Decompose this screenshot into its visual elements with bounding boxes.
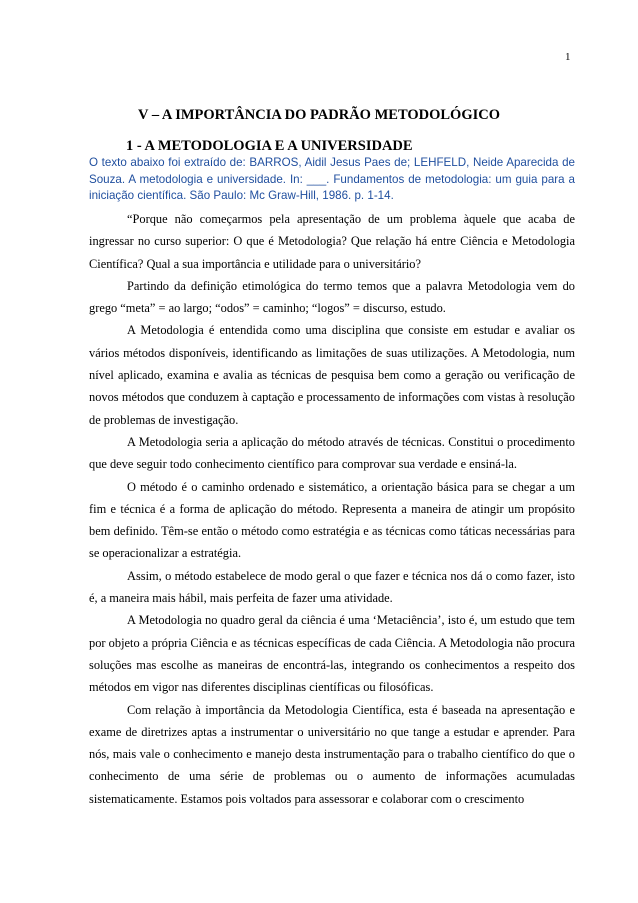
paragraph-method-application: A Metodologia seria a aplicação do método através de técnicas. Constitui o procedimento que deve seguir todo conhecimento científico para comprovar sua verdade e ensiná-la. [89,434,575,472]
paragraph-methodology-definition: A Metodologia é entendida como uma disciplina que consiste em estudar e avaliar os vários métodos disponíveis, identificando as limitações de suas utilizações. A Metodologia, num nível aplicado, examina e avalia as técnicas de pesquisa bem como a geração ou verificação de novos métodos que conduzem à captação e processamento de informações com vistas à resolução de problemas de investigação. [89,323,575,427]
source-citation: O texto abaixo foi extraído de: BARROS, Aidil Jesus Paes de; LEHFELD, Neide Aparecida de Souza. A metodologia e universidade. In: ___. Fundamentos de metodologia: um guia para a iniciação científica. São Paulo: Mc Graw-Hill, 1986. p. 1-14. [89,156,575,202]
page-number: 1 [565,51,571,63]
chapter-title: V – A IMPORTÂNCIA DO PADRÃO METODOLÓGICO [137,107,501,123]
section-title: 1 - A METODOLOGIA E A UNIVERSIDADE [126,138,413,154]
body-text [89,208,575,810]
paragraph-importance: Com relação à importância da Metodologia Científica, esta é baseada na apresentação e exame de diretrizes aptas a instrumentar o universitário no que tange a estudar e aprender. Para nós, mais vale o conhecimento e manejo desta instrumentação para o trabalho científico do que o conhecimento de uma série de problemas ou o aumento de informações acumuladas sistematicamente. Estamos pois voltados para assessorar e colaborar com o crescimento [89,702,575,806]
paragraph-etymology: Partindo da definição etimológica do termo temos que a palavra Metodologia vem do grego “meta” = ao largo; “odos” = caminho; “logos” = discurso, estudo. [89,278,575,316]
paragraph-metascience: A Metodologia no quadro geral da ciência é uma ‘Metaciência’, isto é, um estudo que tem por objeto a própria Ciência e as técnicas específicas de cada Ciência. A Metodologia não procura soluções mas escolhe as maneiras de encontrá-las, integrando os conhecimentos a respeito dos métodos em vigor nas diferentes disciplinas científicas ou filosóficas. [89,613,575,695]
paragraph-intro-question: “Porque não começarmos pela apresentação de um problema àquele que acaba de ingressar no curso superior: O que é Metodologia? Que relação há entre Ciência e Metodologia Científica? Qual a sua importância e utilidade para o universitário? [89,212,575,271]
paragraph-method-path: O método é o caminho ordenado e sistemático, a orientação básica para se chegar a um fim e técnica é a forma de aplicação do método. Representa a maneira de atingir um propósito bem definido. Têm-se então o método como estratégia e as técnicas como táticas necessárias para se operacionalizar a estratégia. [89,479,575,561]
paragraph-method-vs-technique: Assim, o método estabelece de modo geral o que fazer e técnica nos dá o como fazer, isto é, a maneira mais hábil, mais perfeita de fazer uma atividade. [89,568,575,606]
